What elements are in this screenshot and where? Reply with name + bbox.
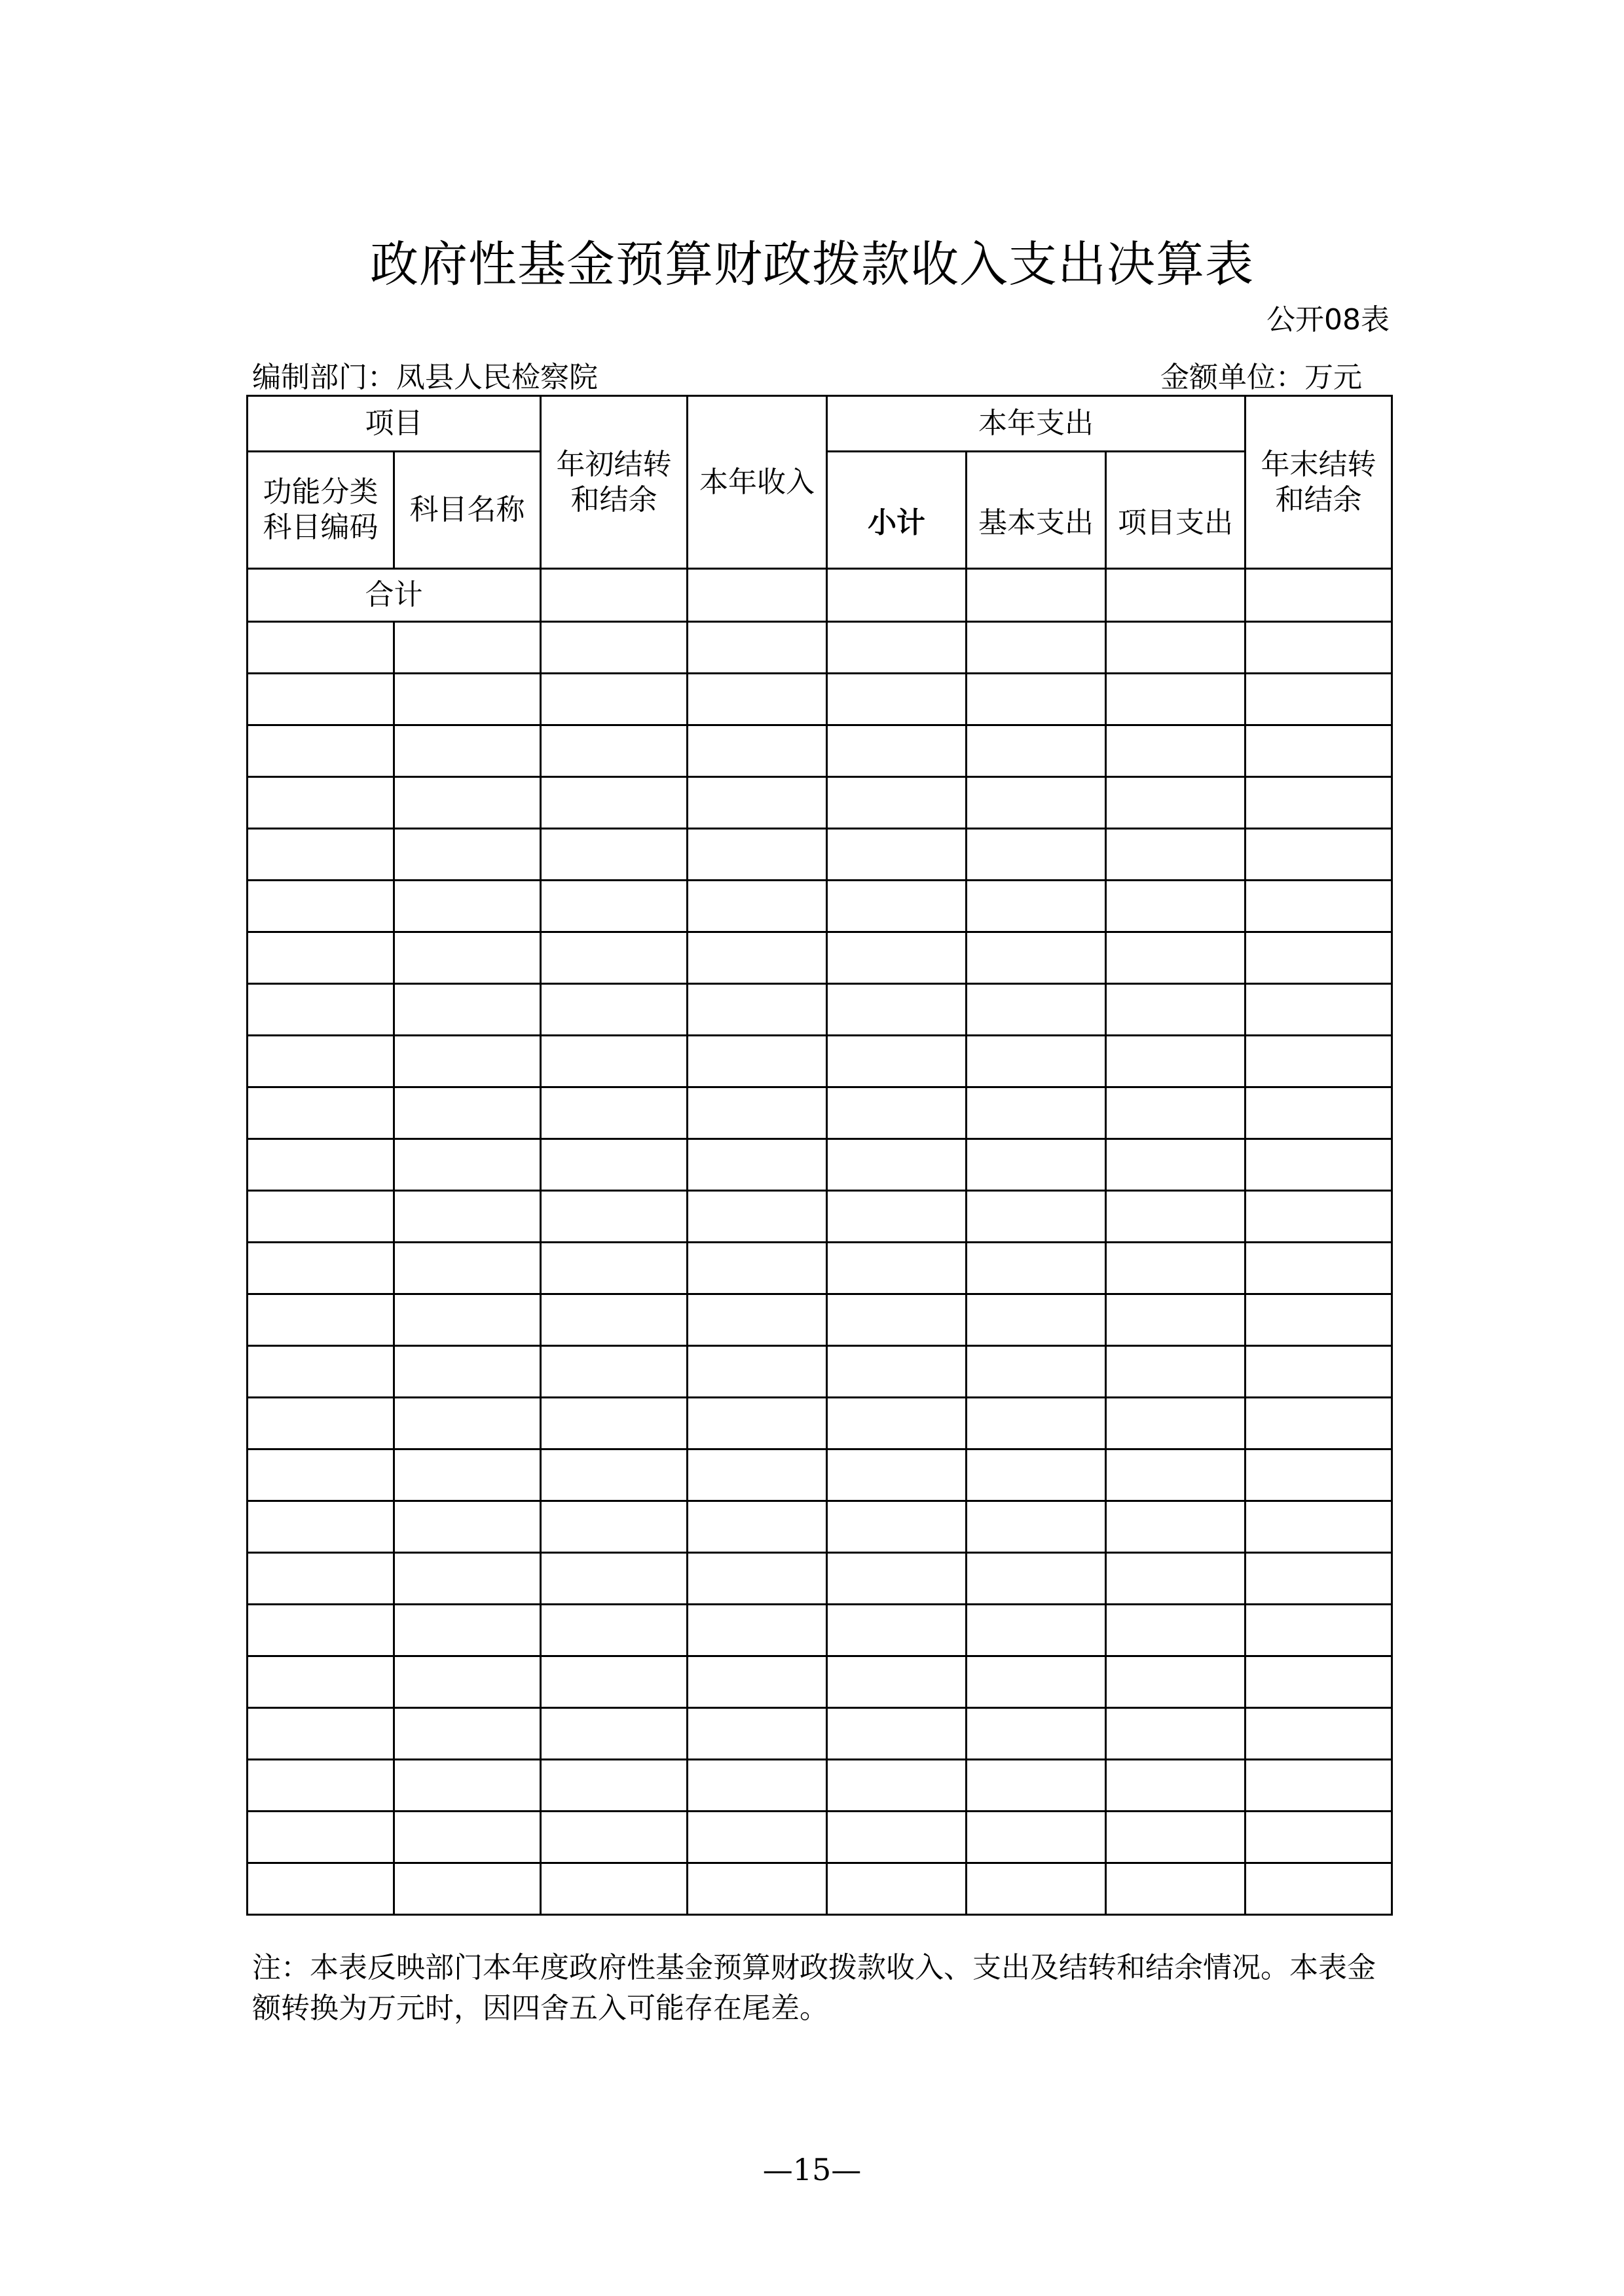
table-cell <box>1106 1656 1246 1708</box>
table-cell <box>248 1501 394 1553</box>
table-cell <box>394 1243 541 1294</box>
table-cell <box>394 829 541 881</box>
table-cell <box>394 1449 541 1501</box>
table-cell <box>688 1760 827 1812</box>
table-cell <box>827 829 967 881</box>
table-cell <box>688 1553 827 1605</box>
table-cell <box>1246 1708 1392 1760</box>
table-cell <box>541 881 688 932</box>
table-cell <box>248 1760 394 1812</box>
table-cell <box>248 1553 394 1605</box>
table-cell <box>967 1501 1106 1553</box>
table-cell <box>248 829 394 881</box>
table-cell <box>248 1605 394 1656</box>
table-row <box>248 1398 1392 1449</box>
table-cell <box>541 1760 688 1812</box>
department-label: 编制部门：凤县人民检察院 <box>252 361 598 394</box>
table-cell <box>967 1294 1106 1346</box>
table-cell <box>541 1139 688 1191</box>
table-cell <box>967 1191 1106 1243</box>
table-cell <box>1246 1501 1392 1553</box>
table-cell <box>827 984 967 1036</box>
table-cell <box>827 674 967 725</box>
table-cell <box>1106 1346 1246 1398</box>
table-cell <box>1106 881 1246 932</box>
table-cell <box>827 1036 967 1087</box>
table-cell <box>967 569 1106 622</box>
table-row <box>248 1346 1392 1398</box>
table-cell <box>541 1708 688 1760</box>
table-cell <box>1106 1243 1246 1294</box>
table-cell <box>967 1036 1106 1087</box>
table-cell <box>541 984 688 1036</box>
table-cell <box>248 777 394 829</box>
table-cell <box>248 1191 394 1243</box>
table-cell <box>827 1605 967 1656</box>
table-cell <box>688 829 827 881</box>
table-cell <box>1106 1812 1246 1863</box>
table-cell <box>688 1139 827 1191</box>
table-row <box>248 1139 1392 1191</box>
table-row <box>248 1501 1392 1553</box>
table-cell <box>688 1501 827 1553</box>
table-cell <box>688 881 827 932</box>
table-row <box>248 1191 1392 1243</box>
table-cell <box>541 622 688 674</box>
table-cell <box>827 569 967 622</box>
table-cell <box>541 1656 688 1708</box>
header-begin-balance-line1: 年初结转 <box>556 447 672 481</box>
table-row <box>248 1760 1392 1812</box>
table-cell <box>541 1243 688 1294</box>
table-cell <box>394 1605 541 1656</box>
table-cell <box>248 1294 394 1346</box>
header-subtotal: 小计 <box>827 452 967 569</box>
header-basic-expense: 基本支出 <box>967 452 1106 569</box>
table-cell <box>248 1656 394 1708</box>
table-cell <box>394 1553 541 1605</box>
table-row <box>248 1708 1392 1760</box>
table-cell <box>967 1398 1106 1449</box>
table-cell <box>1246 1449 1392 1501</box>
table-cell <box>1106 1036 1246 1087</box>
budget-table <box>246 395 1393 1916</box>
table-cell <box>967 1812 1106 1863</box>
table-cell <box>827 1656 967 1708</box>
table-cell <box>1106 1449 1246 1501</box>
table-row <box>248 1863 1392 1915</box>
table-cell <box>688 1191 827 1243</box>
table-cell <box>541 1501 688 1553</box>
table-cell <box>967 1449 1106 1501</box>
table-cell <box>967 674 1106 725</box>
page-number: —15— <box>762 2152 862 2187</box>
table-cell <box>688 725 827 777</box>
table-cell <box>541 569 688 622</box>
table-cell <box>1246 725 1392 777</box>
header-subject-name: 科目名称 <box>394 452 541 569</box>
table-cell <box>248 1243 394 1294</box>
table-cell <box>1246 1398 1392 1449</box>
table-row <box>248 1449 1392 1501</box>
table-cell <box>541 1449 688 1501</box>
table-cell <box>1106 1863 1246 1915</box>
table-cell <box>1106 1398 1246 1449</box>
table-cell <box>967 1708 1106 1760</box>
header-end-balance <box>1246 396 1392 569</box>
table-cell <box>967 1139 1106 1191</box>
table-cell <box>967 777 1106 829</box>
table-cell <box>541 674 688 725</box>
header-end-balance-line2: 和结余 <box>1275 483 1362 517</box>
table-cell <box>827 1449 967 1501</box>
table-cell <box>1106 1139 1246 1191</box>
table-row <box>248 1605 1392 1656</box>
header-income: 本年收入 <box>688 396 827 569</box>
table-cell <box>248 1036 394 1087</box>
table-cell <box>541 1294 688 1346</box>
table-cell <box>248 984 394 1036</box>
table-cell <box>394 932 541 984</box>
table-cell <box>1106 569 1246 622</box>
table-row <box>248 1294 1392 1346</box>
table-cell <box>394 777 541 829</box>
table-cell <box>1246 932 1392 984</box>
header-begin-balance-line2: 和结余 <box>570 483 657 517</box>
table-row <box>248 1812 1392 1863</box>
table-cell <box>394 725 541 777</box>
page-title: 政府性基金预算财政拨款收入支出决算表 <box>370 236 1254 293</box>
table-cell <box>541 1863 688 1915</box>
table-cell <box>248 674 394 725</box>
table-row <box>248 1087 1392 1139</box>
table-cell <box>541 1191 688 1243</box>
table-row <box>248 622 1392 674</box>
table-cell <box>1106 984 1246 1036</box>
table-cell <box>394 1501 541 1553</box>
table-cell <box>688 1087 827 1139</box>
form-number: 公开08表 <box>1266 303 1390 337</box>
table-cell <box>827 1863 967 1915</box>
table-cell <box>248 1863 394 1915</box>
table-cell <box>394 881 541 932</box>
table-cell <box>1246 1139 1392 1191</box>
table-cell <box>688 777 827 829</box>
table-cell <box>1106 932 1246 984</box>
table-cell <box>394 622 541 674</box>
table-cell <box>827 1708 967 1760</box>
table-cell <box>688 1449 827 1501</box>
table-cell <box>248 1398 394 1449</box>
table-cell <box>248 1449 394 1501</box>
table-cell <box>967 725 1106 777</box>
table-cell <box>967 829 1106 881</box>
table-cell <box>688 984 827 1036</box>
table-row <box>248 674 1392 725</box>
table-cell <box>1106 829 1246 881</box>
table-cell <box>248 725 394 777</box>
table-cell <box>967 1087 1106 1139</box>
table-cell <box>688 1346 827 1398</box>
table-cell <box>827 1191 967 1243</box>
table-cell <box>394 1346 541 1398</box>
table-cell <box>541 1605 688 1656</box>
table-cell <box>541 932 688 984</box>
table-row <box>248 881 1392 932</box>
table-row <box>248 1243 1392 1294</box>
table-cell <box>827 1812 967 1863</box>
table-cell <box>1246 1812 1392 1863</box>
table-cell <box>1246 829 1392 881</box>
table-cell <box>394 1036 541 1087</box>
table-cell <box>1246 674 1392 725</box>
table-cell <box>248 1708 394 1760</box>
table-cell <box>1246 1346 1392 1398</box>
table-row <box>248 932 1392 984</box>
table-cell <box>827 932 967 984</box>
table-cell <box>688 932 827 984</box>
header-item: 项目 <box>248 396 541 452</box>
table-cell <box>248 1139 394 1191</box>
table-cell <box>541 1346 688 1398</box>
table-cell <box>688 1243 827 1294</box>
table-cell <box>1246 984 1392 1036</box>
table-cell <box>1246 1087 1392 1139</box>
table-cell <box>248 881 394 932</box>
header-expense: 本年支出 <box>827 396 1246 452</box>
table-cell <box>967 1863 1106 1915</box>
table-cell <box>688 1036 827 1087</box>
table-cell <box>827 1294 967 1346</box>
table-cell <box>967 622 1106 674</box>
table-cell <box>1246 881 1392 932</box>
table-cell <box>967 1656 1106 1708</box>
table-cell <box>1106 1501 1246 1553</box>
table-cell <box>1106 1191 1246 1243</box>
table-cell <box>394 1087 541 1139</box>
table-cell <box>394 1656 541 1708</box>
footnote: 注：本表反映部门本年度政府性基金预算财政拨款收入、支出及结转和结余情况。本表金额转换为万元时，因四舍五入可能存在尾差。 <box>252 1951 1376 2025</box>
table-row <box>248 984 1392 1036</box>
table-cell <box>967 1605 1106 1656</box>
table-cell <box>541 777 688 829</box>
table-cell <box>688 1398 827 1449</box>
table-cell <box>1246 622 1392 674</box>
table-cell <box>541 829 688 881</box>
table-cell <box>541 725 688 777</box>
table-cell <box>394 1294 541 1346</box>
table-cell <box>688 1294 827 1346</box>
header-end-balance-line1: 年末结转 <box>1261 447 1376 481</box>
table-cell <box>1246 1605 1392 1656</box>
table-cell <box>1246 1243 1392 1294</box>
table-cell <box>827 1553 967 1605</box>
header-func-code-line1: 功能分类 <box>263 475 378 509</box>
table-cell <box>541 1812 688 1863</box>
table-row <box>248 1656 1392 1708</box>
table-cell <box>688 569 827 622</box>
table-cell <box>1246 1191 1392 1243</box>
table-cell <box>541 1087 688 1139</box>
header-project-expense: 项目支出 <box>1106 452 1246 569</box>
table-cell <box>1106 674 1246 725</box>
table-cell <box>827 622 967 674</box>
table-cell <box>967 932 1106 984</box>
table-cell <box>394 674 541 725</box>
table-cell <box>248 932 394 984</box>
table-cell <box>1246 1553 1392 1605</box>
table-cell <box>967 984 1106 1036</box>
table-cell <box>248 1812 394 1863</box>
header-func-code <box>248 452 394 569</box>
table-cell <box>1106 1294 1246 1346</box>
table-cell <box>1106 1760 1246 1812</box>
table-cell <box>827 1087 967 1139</box>
table-cell <box>827 1243 967 1294</box>
table-cell <box>688 622 827 674</box>
table-cell <box>1106 725 1246 777</box>
table-cell <box>1106 1553 1246 1605</box>
table-cell <box>967 1760 1106 1812</box>
table-cell <box>1246 1036 1392 1087</box>
table-cell <box>1246 1863 1392 1915</box>
table-row <box>248 829 1392 881</box>
amount-unit-label: 金额单位：万元 <box>1160 361 1362 394</box>
table-cell <box>967 1346 1106 1398</box>
table-cell <box>394 1812 541 1863</box>
table-cell <box>1106 622 1246 674</box>
table-cell <box>394 1139 541 1191</box>
table-cell <box>248 1087 394 1139</box>
table-cell <box>1246 569 1392 622</box>
table-cell <box>248 1346 394 1398</box>
table-cell <box>967 1243 1106 1294</box>
table-cell <box>394 1191 541 1243</box>
table-cell <box>827 1139 967 1191</box>
table-cell <box>394 1863 541 1915</box>
table-cell <box>827 1760 967 1812</box>
table-cell <box>1106 1708 1246 1760</box>
table-cell <box>248 622 394 674</box>
table-cell <box>967 881 1106 932</box>
table-cell <box>394 1760 541 1812</box>
table-cell <box>688 1812 827 1863</box>
table-cell <box>1246 777 1392 829</box>
table-row <box>248 1036 1392 1087</box>
table-cell <box>394 1398 541 1449</box>
header-func-code-line2: 科目编码 <box>263 511 378 544</box>
table-cell <box>827 777 967 829</box>
table-cell <box>394 984 541 1036</box>
table-cell <box>1106 1087 1246 1139</box>
table-cell <box>1246 1760 1392 1812</box>
header-begin-balance <box>541 396 688 569</box>
table-cell <box>541 1553 688 1605</box>
total-row <box>248 569 1392 622</box>
table-row <box>248 725 1392 777</box>
table-cell <box>688 1656 827 1708</box>
table-cell <box>688 674 827 725</box>
table-cell <box>394 1708 541 1760</box>
table-cell <box>827 725 967 777</box>
table-cell <box>688 1708 827 1760</box>
table-cell <box>688 1605 827 1656</box>
table-cell <box>541 1398 688 1449</box>
table-cell <box>1246 1656 1392 1708</box>
table-cell <box>827 1398 967 1449</box>
table-cell <box>541 1036 688 1087</box>
table-cell <box>827 1346 967 1398</box>
table-cell <box>688 1863 827 1915</box>
table-cell <box>1246 1294 1392 1346</box>
table-row <box>248 777 1392 829</box>
table-cell <box>1106 777 1246 829</box>
table-cell <box>1106 1605 1246 1656</box>
table-cell <box>827 1501 967 1553</box>
table-row <box>248 1553 1392 1605</box>
table-cell <box>967 1553 1106 1605</box>
total-label: 合计 <box>248 569 541 622</box>
table-cell <box>827 881 967 932</box>
